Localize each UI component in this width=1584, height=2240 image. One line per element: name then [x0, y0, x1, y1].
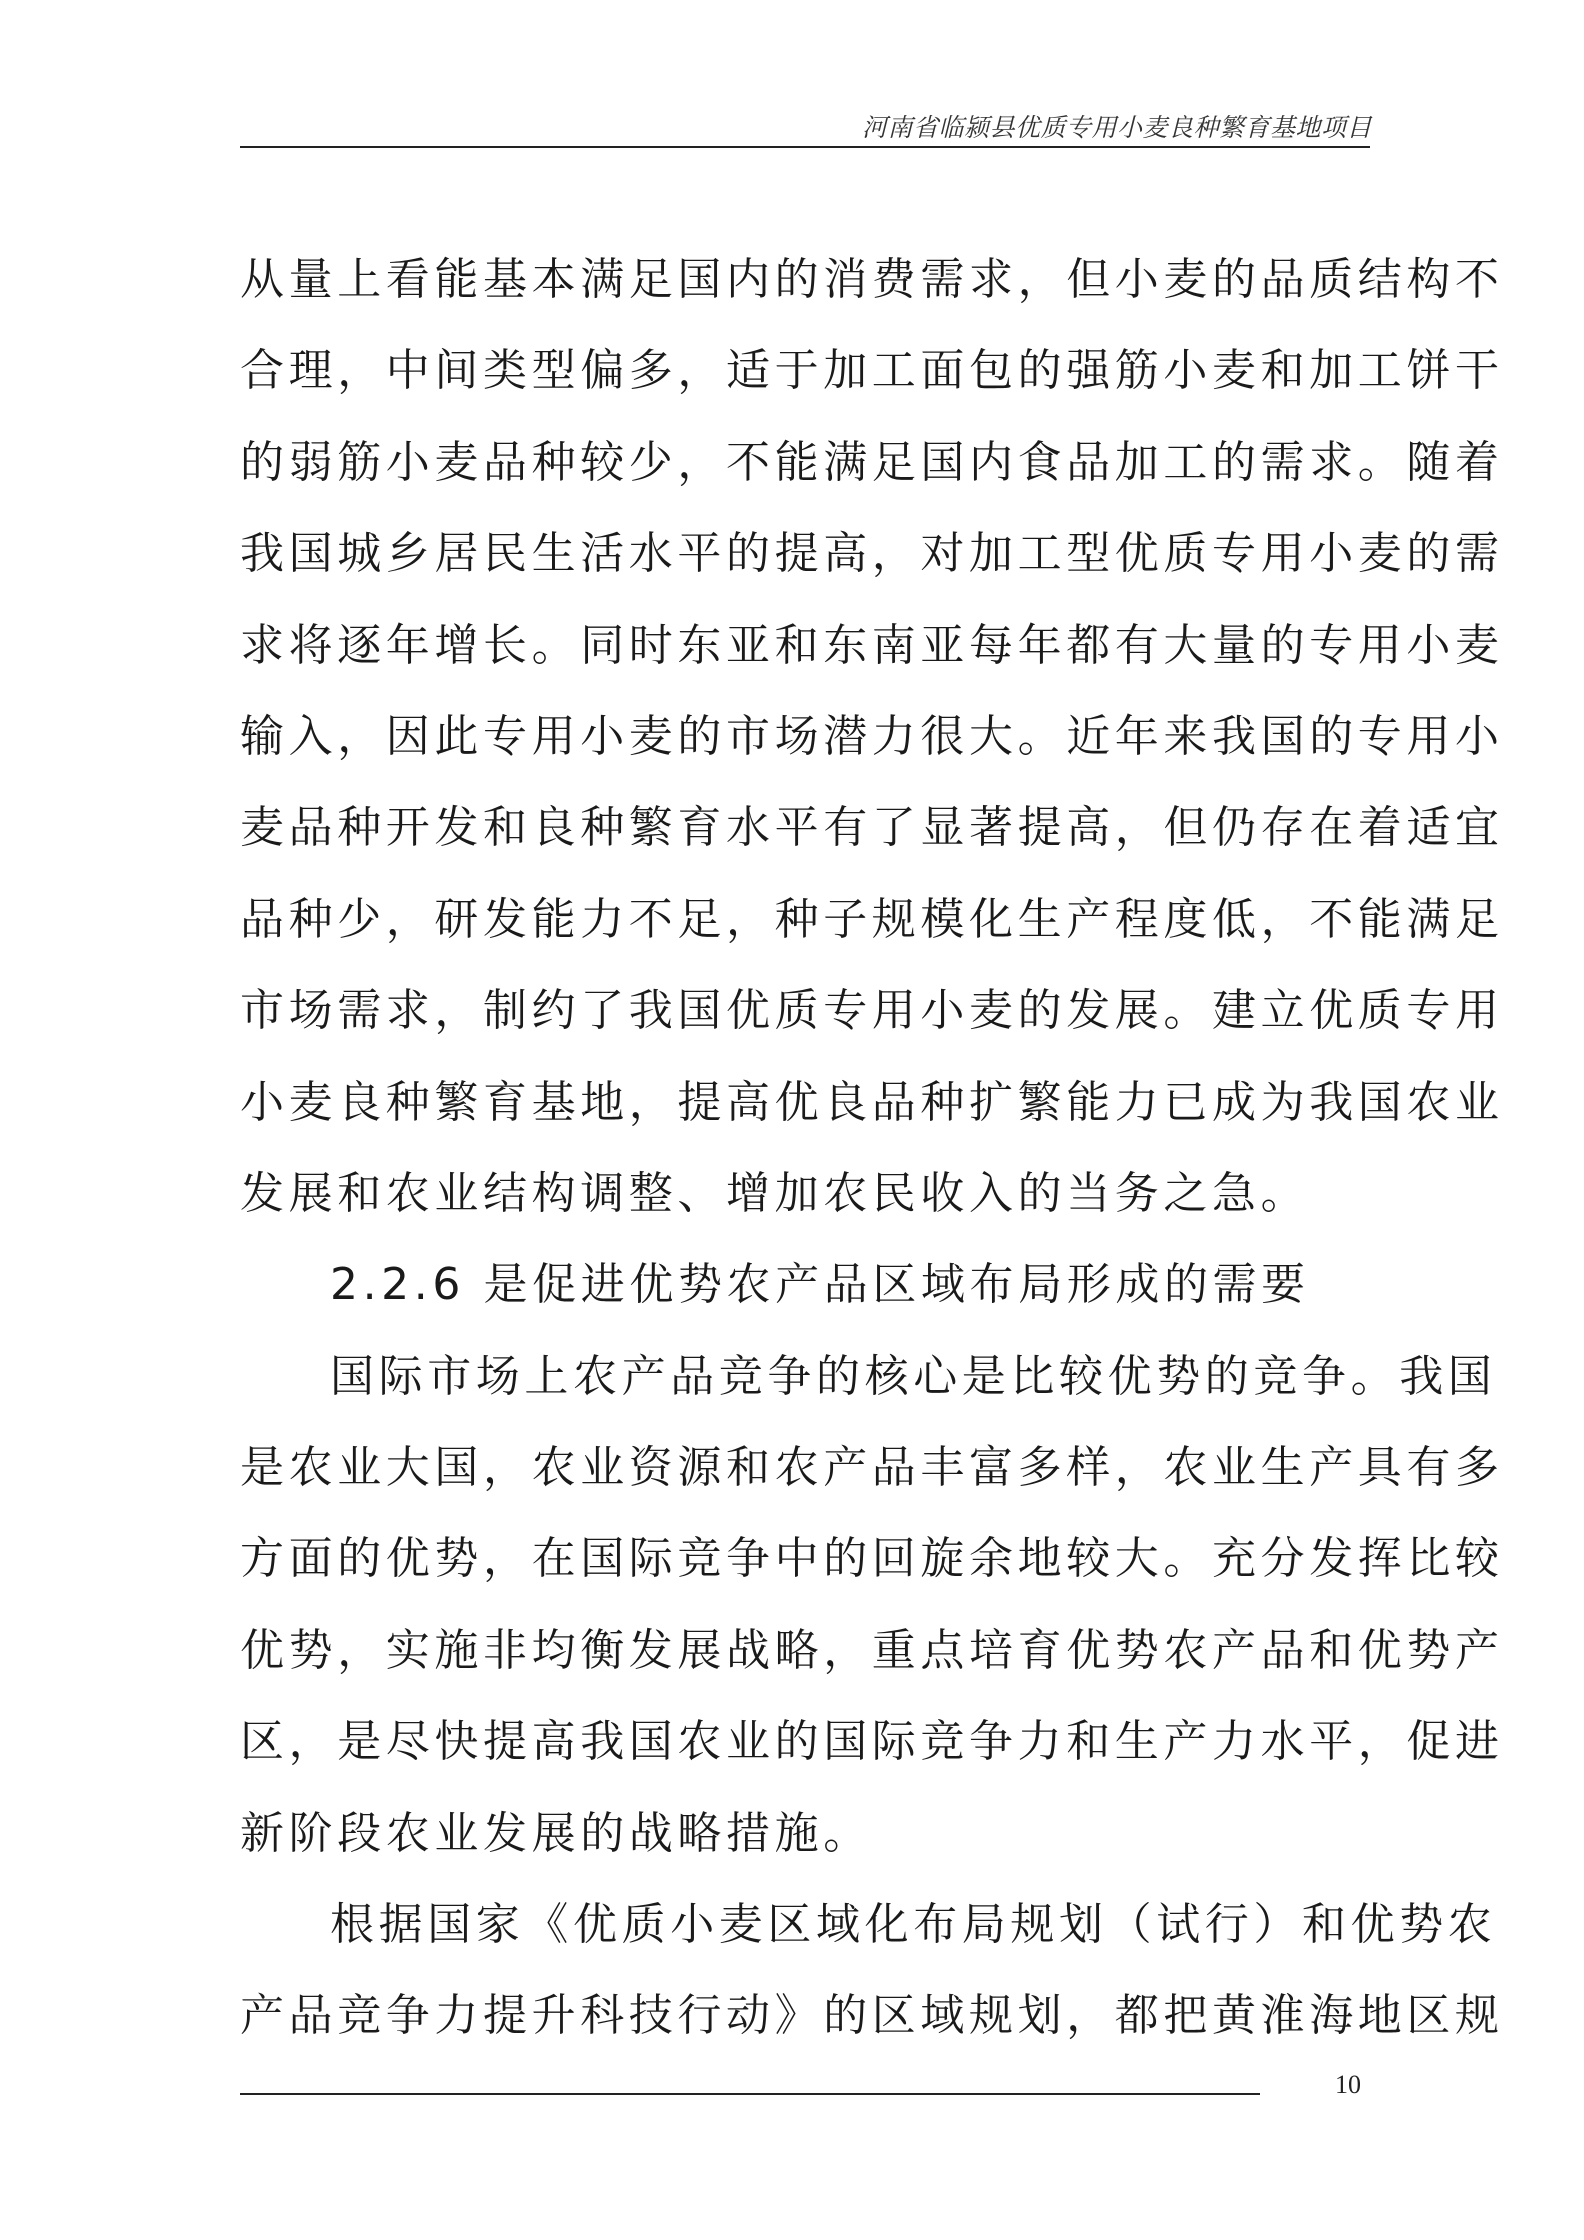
paragraph-line: 合理，中间类型偏多，适于加工面包的强筋小麦和加工饼干: [240, 345, 1504, 397]
paragraph-line: 市场需求，制约了我国优质专用小麦的发展。建立优质专用: [240, 985, 1504, 1037]
paragraph-line: 是农业大国，农业资源和农产品丰富多样，农业生产具有多: [240, 1442, 1504, 1494]
paragraph-line: 输入，因此专用小麦的市场潜力很大。近年来我国的专用小: [240, 710, 1504, 762]
paragraph-line: 求将逐年增长。同时东亚和东南亚每年都有大量的专用小麦: [240, 619, 1504, 671]
running-header-title: 河南省临颍县优质专用小麦良种繁育基地项目: [861, 113, 1372, 142]
paragraph-line: 的弱筋小麦品种较少，不能满足国内食品加工的需求。随着: [240, 436, 1504, 488]
section-heading: 2.2.6 是促进优势农产品区域布局形成的需要: [330, 1259, 1310, 1311]
paragraph-line: 新阶段农业发展的战略措施。: [240, 1807, 872, 1859]
paragraph-line: 根据国家《优质小麦区域化布局规划（试行）和优势农: [330, 1899, 1497, 1951]
paragraph-line: 方面的优势，在国际竞争中的回旋余地较大。充分发挥比较: [240, 1533, 1504, 1585]
paragraph-line: 麦品种开发和良种繁育水平有了显著提高，但仍存在着适宜: [240, 802, 1504, 854]
paragraph-line: 从量上看能基本满足国内的消费需求，但小麦的品质结构不: [240, 254, 1504, 305]
paragraph-line: 我国城乡居民生活水平的提高，对加工型优质专用小麦的需: [240, 528, 1504, 580]
paragraph-line: 发展和农业结构调整、增加农民收入的当务之急。: [240, 1167, 1310, 1219]
footer-rule: [240, 2093, 1260, 2095]
header-rule: [240, 146, 1370, 148]
page-number: 10: [1335, 2070, 1361, 2099]
paragraph-line: 区，是尽快提高我国农业的国际竞争力和生产力水平，促进: [240, 1716, 1504, 1768]
paragraph-line: 优势，实施非均衡发展战略，重点培育优势农产品和优势产: [240, 1624, 1504, 1676]
paragraph-line: 产品竞争力提升科技行动》的区域规划，都把黄淮海地区规: [240, 1990, 1504, 2042]
paragraph-line: 国际市场上农产品竞争的核心是比较优势的竞争。我国: [330, 1350, 1497, 1402]
paragraph-line: 小麦良种繁育基地，提高优良品种扩繁能力已成为我国农业: [240, 1076, 1504, 1128]
body-text: [240, 234, 1504, 2062]
paragraph-line: 品种少，研发能力不足，种子规模化生产程度低，不能满足: [240, 893, 1504, 945]
